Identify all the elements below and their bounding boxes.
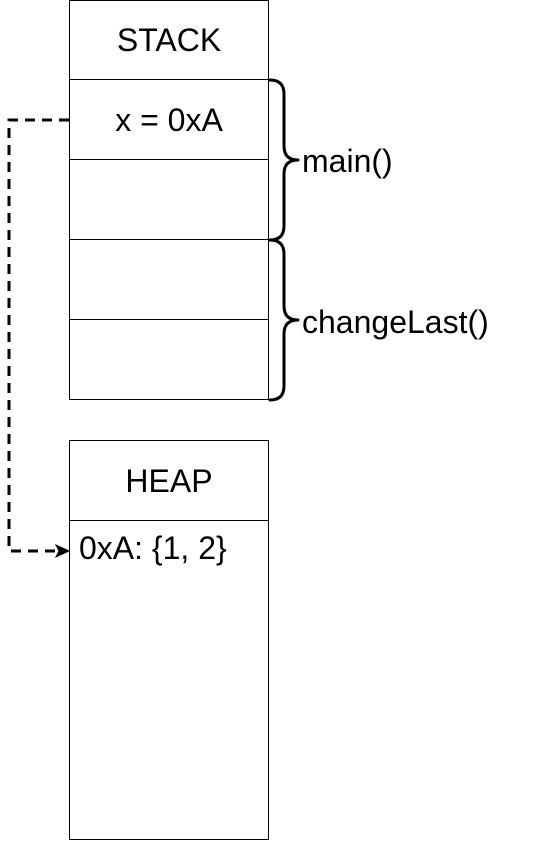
- reference-arrow-line: [9, 120, 69, 551]
- stack-slot-2-text: [70, 160, 268, 239]
- heap-body: [69, 520, 269, 840]
- stack-slot-4: [69, 319, 269, 400]
- stack-slot-4-text: [70, 320, 268, 399]
- heap-object: 0xA: {1, 2}: [79, 530, 227, 566]
- main-frame-brace: [270, 80, 298, 240]
- frame-label-change-last: changeLast(): [302, 304, 489, 340]
- stack-slot-2: [69, 159, 269, 240]
- stack-header: [69, 0, 269, 80]
- stack-slot-3: [69, 239, 269, 320]
- heap-header: [69, 440, 269, 521]
- stack-slot-3-text: [70, 240, 268, 319]
- stack-slot-1: [69, 79, 269, 160]
- stack-title: STACK: [116, 22, 222, 58]
- reference-arrow-head: [56, 545, 69, 557]
- stack-variable-x: x = 0xA: [115, 101, 223, 138]
- heap-title: HEAP: [125, 462, 213, 499]
- frame-label-main: main(): [302, 143, 393, 179]
- change-last-frame-brace: [270, 240, 298, 400]
